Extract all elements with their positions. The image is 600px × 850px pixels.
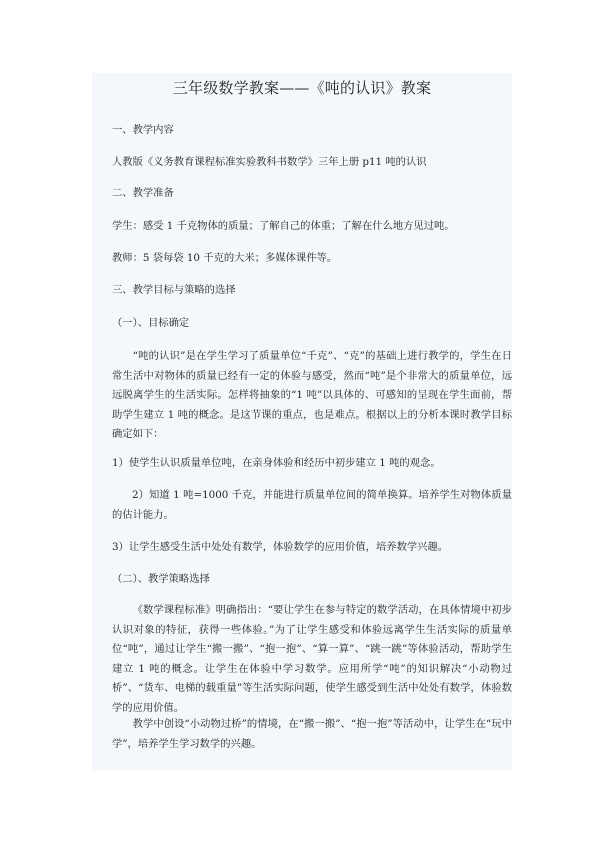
content-text: 人教版《义务教育课程标准实验教科书数学》三年上册 p11 吨的认识: [112, 156, 427, 168]
document-title: 三年级数学教案——《吨的认识》教案: [172, 79, 432, 97]
teacher-preparation-text: 教师：5 袋每袋 10 千克的大米；多媒体课件等。: [112, 252, 338, 264]
goals-paragraph: “吨的认识”是在学生学习了质量单位“千克”、“克”的基础上进行教学的，学生在日常生活中对物体的质量已经有一定的体验与感受，然而“吨”是个非常大的质量单位，远远脱离学生的生活实际。怎样将抽象的“1 吨”以具体的、可感知的呈现在学生面前，帮助学生建立 1 吨的概念。是这节课的重点，也是难点。根据以上的分析本课时教学目标确定如下：: [112, 350, 512, 440]
strategy-paragraph-1: 《数学课程标准》明确指出：“要让学生在参与特定的数学活动，在具体情境中初步认识对象的特征，获得一些体验。”为了让学生感受和体验远离学生生活实际的质量单位“吨”，通过让学生“搬一搬”、“抱一抱”、“算一算”、“跳一跳”等体验活动，帮助学生建立 1 吨的概念。让学生在体验中学习数学。应用所学“吨”的知识解决“小动物过桥”、“货车、电梯的载重量”等生活实际问题，使学生感受到生活中处处有数学，体验数学的应用价值。: [112, 604, 512, 714]
goal-item-1: 1）使学生认识质量单位吨，在亲身体验和经历中初步建立 1 吨的观念。: [112, 457, 441, 469]
subsection-heading-strategy: （二）、教学策略选择: [112, 573, 210, 585]
strategy-paragraph-2: 教学中创设“小动物过桥”的情境，在“搬一搬”、“抱一抱”等活动中，让学生在“玩中学”，培养学生学习数学的兴趣。: [112, 718, 512, 750]
section-heading-goals-strategy: 三、教学目标与策略的选择: [112, 284, 236, 296]
section-heading-content: 一、教学内容: [112, 124, 174, 136]
goal-item-2: 2）知道 1 吨=1000 千克，并能进行质量单位间的简单换算。培养学生对物体质量的估计能力。: [112, 489, 512, 521]
student-preparation-text: 学生：感受 1 千克物体的质量；了解自己的体重；了解在什么地方见过吨。: [112, 220, 455, 232]
section-heading-preparation: 二、教学准备: [112, 187, 174, 199]
document-page: [92, 73, 512, 770]
subsection-heading-goals: （一）、目标确定: [112, 317, 190, 329]
goal-item-3: 3）让学生感受生活中处处有数学，体验数学的应用价值，培养数学兴趣。: [112, 541, 449, 553]
